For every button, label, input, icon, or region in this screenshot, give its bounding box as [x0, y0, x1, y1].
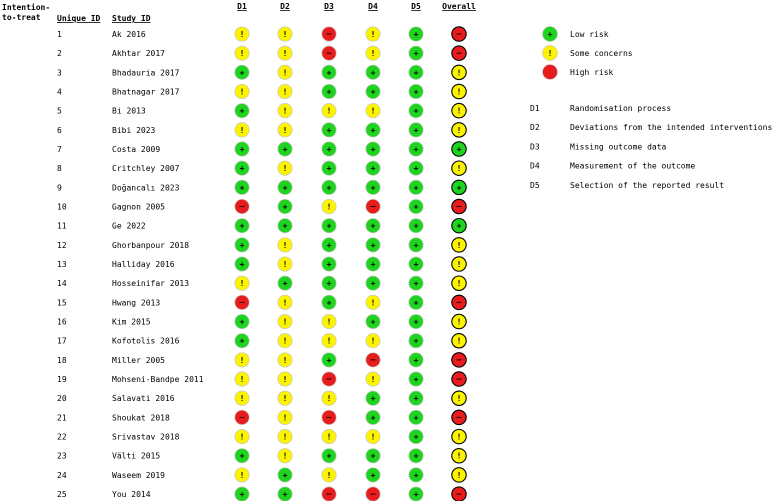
row-unique-id: 9	[57, 183, 62, 193]
judgement-overall-symbol: !	[456, 87, 462, 97]
judgement-d1-symbol: +	[239, 164, 245, 174]
domain-code-d2: D2	[530, 123, 540, 133]
row-study-id: Salavati 2016	[112, 394, 175, 404]
judgement-d1-symbol: !	[239, 87, 245, 97]
judgement-overall-symbol: !	[456, 432, 462, 442]
row-study-id: Srivastav 2018	[112, 432, 180, 442]
judgement-d1-symbol: +	[239, 451, 245, 461]
judgement-d3-symbol: !	[326, 106, 332, 116]
judgement-d1-symbol: +	[239, 260, 245, 270]
judgement-d1-symbol: +	[239, 336, 245, 346]
judgement-d4-symbol: !	[370, 432, 376, 442]
judgement-d1-symbol: +	[239, 240, 245, 250]
judgement-d4-symbol: +	[370, 413, 376, 423]
judgement-overall-symbol: !	[456, 164, 462, 174]
legend-high-label: High risk	[570, 68, 614, 77]
judgement-d4-symbol: !	[370, 30, 376, 39]
judgement-d3-symbol: !	[326, 317, 332, 327]
judgement-d5-symbol: +	[413, 336, 419, 346]
row-unique-id: 14	[57, 279, 67, 289]
judgement-d3-symbol: !	[326, 394, 332, 404]
row-unique-id: 15	[57, 298, 67, 308]
row-study-id: Doğancalı 2023	[112, 183, 180, 193]
legend-some-symbol: !	[547, 49, 553, 58]
judgement-d4-symbol: !	[370, 49, 376, 59]
judgement-d5-symbol: +	[413, 202, 419, 212]
judgement-d5-symbol: +	[413, 183, 419, 193]
row-study-id: Critchley 2007	[112, 164, 180, 174]
row-unique-id: 3	[57, 68, 62, 78]
judgement-d1-symbol: !	[239, 432, 245, 442]
legend-low-symbol: +	[547, 30, 553, 39]
judgement-d3-symbol: +	[326, 260, 332, 270]
judgement-d5-symbol: +	[413, 240, 419, 250]
judgement-overall-symbol: !	[456, 240, 462, 250]
judgement-d5-symbol: +	[413, 470, 419, 480]
judgement-d1-symbol: !	[239, 279, 245, 289]
row-study-id: Miller 2005	[112, 355, 165, 365]
judgement-d1-symbol: !	[239, 355, 245, 365]
judgement-d4-symbol: +	[370, 164, 376, 174]
judgement-d1-symbol: +	[239, 490, 245, 500]
judgement-d2-symbol: +	[282, 470, 288, 480]
judgement-d4-symbol: +	[370, 394, 376, 404]
judgement-d5-symbol: +	[413, 317, 419, 327]
judgement-d1-symbol: +	[239, 317, 245, 327]
row-unique-id: 1	[57, 30, 62, 39]
row-study-id: Bibi 2023	[112, 125, 156, 135]
judgement-overall-symbol: !	[456, 470, 462, 480]
legend-some-label: Some concerns	[570, 49, 633, 58]
judgement-d4-symbol: !	[370, 298, 376, 308]
judgement-d5-symbol: +	[413, 490, 419, 500]
row-unique-id: 19	[57, 375, 67, 385]
judgement-d4-symbol: +	[370, 221, 376, 231]
judgement-overall-symbol: !	[456, 260, 462, 270]
row-unique-id: 23	[57, 451, 67, 461]
judgement-d1-symbol: +	[239, 221, 245, 231]
row-study-id: Mohseni-Bandpe 2011	[112, 375, 204, 385]
judgement-d2-symbol: !	[282, 30, 288, 39]
header-study-id: Study ID	[112, 14, 151, 23]
judgement-overall-symbol: !	[456, 336, 462, 346]
row-study-id: Kim 2015	[112, 317, 151, 327]
judgement-d4-symbol: +	[370, 451, 376, 461]
domain-code-d3: D3	[530, 142, 540, 152]
judgement-d5-symbol: +	[413, 355, 419, 365]
judgement-d2-symbol: !	[282, 413, 288, 423]
row-study-id: Gagnon 2005	[112, 202, 165, 212]
judgement-d3-symbol: +	[326, 221, 332, 231]
judgement-d3-symbol: +	[326, 451, 332, 461]
row-study-id: Bi 2013	[112, 106, 146, 116]
judgement-d1-symbol: !	[239, 49, 245, 59]
row-study-id: Ak 2016	[112, 30, 146, 39]
row-unique-id: 18	[57, 355, 67, 365]
judgement-d4-symbol: !	[370, 106, 376, 116]
judgement-d4-symbol: +	[370, 279, 376, 289]
judgement-d1-symbol: +	[239, 106, 245, 116]
row-study-id: Halliday 2016	[112, 260, 175, 270]
group-label: to-treat	[2, 13, 41, 22]
judgement-d2-symbol: +	[282, 145, 288, 155]
judgement-d5-symbol: +	[413, 164, 419, 174]
row-unique-id: 6	[57, 125, 62, 135]
row-unique-id: 11	[57, 221, 67, 231]
judgement-d5-symbol: +	[413, 68, 419, 78]
header-unique-id: Unique ID	[57, 14, 101, 23]
judgement-d4-symbol: +	[370, 87, 376, 97]
judgement-d2-symbol: !	[282, 394, 288, 404]
judgement-d2-symbol: !	[282, 125, 288, 135]
judgement-d3-symbol: +	[326, 183, 332, 193]
row-study-id: Hosseinifar 2013	[112, 279, 190, 289]
judgement-d5-symbol: +	[413, 30, 419, 39]
judgement-d1-symbol: !	[239, 470, 245, 480]
judgement-d5-symbol: +	[413, 260, 419, 270]
judgement-d5-symbol: +	[413, 432, 419, 442]
legend-low-label: Low risk	[570, 30, 609, 39]
judgement-overall-symbol: +	[456, 145, 462, 155]
judgement-d3-symbol: +	[326, 125, 332, 135]
judgement-d3-symbol: !	[326, 470, 332, 480]
judgement-d2-symbol: +	[282, 221, 288, 231]
judgement-d3-symbol: !	[326, 432, 332, 442]
judgement-d5-symbol: +	[413, 451, 419, 461]
domain-code-d4: D4	[530, 161, 540, 171]
judgement-d5-symbol: +	[413, 221, 419, 231]
row-unique-id: 25	[57, 490, 67, 500]
judgement-overall-symbol: !	[456, 279, 462, 289]
row-unique-id: 7	[57, 145, 62, 155]
row-study-id: Bhadauria 2017	[112, 68, 180, 78]
row-unique-id: 17	[57, 336, 67, 346]
judgement-d2-symbol: +	[282, 183, 288, 193]
row-study-id: You 2014	[112, 490, 151, 500]
row-unique-id: 2	[57, 49, 62, 59]
judgement-d3-symbol: +	[326, 298, 332, 308]
judgement-d4-symbol: +	[370, 470, 376, 480]
judgement-d4-symbol: +	[370, 240, 376, 250]
judgement-d1-symbol: +	[239, 183, 245, 193]
row-unique-id: 13	[57, 260, 67, 270]
judgement-d1-symbol: +	[239, 145, 245, 155]
judgement-overall-symbol: +	[456, 221, 462, 231]
judgement-d3-symbol: +	[326, 240, 332, 250]
header-domain-d2: D2	[280, 2, 290, 11]
row-study-id: Waseem 2019	[112, 470, 165, 480]
row-study-id: Ghorbanpour 2018	[112, 240, 190, 250]
judgement-d1-symbol: !	[239, 394, 245, 404]
judgement-d3-symbol: +	[326, 145, 332, 155]
judgement-d1-symbol: +	[239, 68, 245, 78]
judgement-d2-symbol: !	[282, 375, 288, 385]
header-domain-d5: D5	[411, 2, 421, 11]
row-study-id: Akhtar 2017	[112, 49, 165, 59]
judgement-d3-symbol: +	[326, 279, 332, 289]
judgement-d4-symbol: !	[370, 336, 376, 346]
judgement-overall-symbol: !	[456, 68, 462, 78]
row-unique-id: 21	[57, 413, 67, 423]
row-study-id: Kofotolis 2016	[112, 336, 180, 346]
judgement-d2-symbol: !	[282, 164, 288, 174]
judgement-d2-symbol: !	[282, 240, 288, 250]
judgement-d4-symbol: +	[370, 145, 376, 155]
judgement-d2-symbol: !	[282, 451, 288, 461]
judgement-d4-symbol: +	[370, 317, 376, 327]
domain-code-d5: D5	[530, 180, 540, 190]
row-unique-id: 20	[57, 394, 67, 404]
judgement-d5-symbol: +	[413, 106, 419, 116]
judgement-d3-symbol: +	[326, 87, 332, 97]
judgement-d5-symbol: +	[413, 413, 419, 423]
judgement-overall-symbol: !	[456, 317, 462, 327]
header-domain-d4: D4	[368, 2, 378, 11]
domain-description-d2: Deviations from the intended interventions	[570, 123, 773, 133]
judgement-overall-symbol: +	[456, 183, 462, 193]
judgement-d5-symbol: +	[413, 394, 419, 404]
judgement-d2-symbol: !	[282, 317, 288, 327]
legend-high-marker	[543, 65, 558, 80]
judgement-d3-symbol: !	[326, 336, 332, 346]
judgement-d1-symbol: !	[239, 375, 245, 385]
judgement-d2-symbol: !	[282, 336, 288, 346]
row-study-id: Ge 2022	[112, 221, 146, 231]
domain-description-d5: Selection of the reported result	[570, 180, 725, 190]
judgement-d5-symbol: +	[413, 298, 419, 308]
judgement-d3-symbol: +	[326, 355, 332, 365]
row-unique-id: 10	[57, 202, 67, 212]
judgement-d2-symbol: !	[282, 68, 288, 78]
judgement-d5-symbol: +	[413, 49, 419, 59]
judgement-d2-symbol: !	[282, 298, 288, 308]
row-unique-id: 24	[57, 470, 67, 480]
judgement-overall-symbol: !	[456, 125, 462, 135]
domain-description-d1: Randomisation process	[570, 104, 672, 113]
row-study-id: Hwang 2013	[112, 298, 161, 308]
judgement-d2-symbol: !	[282, 260, 288, 270]
judgement-d2-symbol: !	[282, 106, 288, 116]
judgement-d2-symbol: +	[282, 279, 288, 289]
header-domain-d1: D1	[237, 2, 247, 11]
judgement-d4-symbol: +	[370, 260, 376, 270]
row-study-id: Bhatnagar 2017	[112, 87, 180, 97]
judgement-d4-symbol: +	[370, 125, 376, 135]
judgement-d5-symbol: +	[413, 87, 419, 97]
judgement-d2-symbol: +	[282, 202, 288, 212]
row-unique-id: 16	[57, 317, 67, 327]
judgement-d5-symbol: +	[413, 375, 419, 385]
row-study-id: Välti 2015	[112, 451, 161, 461]
row-unique-id: 8	[57, 164, 62, 174]
judgement-d2-symbol: !	[282, 355, 288, 365]
judgement-d2-symbol: !	[282, 87, 288, 97]
judgement-d2-symbol: +	[282, 490, 288, 500]
row-unique-id: 5	[57, 106, 62, 116]
judgement-d4-symbol: !	[370, 375, 376, 385]
group-label: Intention-	[2, 3, 51, 12]
domain-code-d1: D1	[530, 104, 540, 113]
row-study-id: Shoukat 2018	[112, 413, 170, 423]
judgement-d5-symbol: +	[413, 145, 419, 155]
judgement-d5-symbol: +	[413, 125, 419, 135]
judgement-d3-symbol: +	[326, 68, 332, 78]
judgement-d2-symbol: !	[282, 49, 288, 59]
judgement-overall-symbol: !	[456, 394, 462, 404]
judgement-d3-symbol: !	[326, 202, 332, 212]
judgement-d5-symbol: +	[413, 279, 419, 289]
judgement-d4-symbol: +	[370, 68, 376, 78]
judgement-d4-symbol: +	[370, 183, 376, 193]
judgement-overall-symbol: !	[456, 106, 462, 116]
judgement-d2-symbol: !	[282, 432, 288, 442]
row-study-id: Costa 2009	[112, 145, 161, 155]
domain-description-d3: Missing outcome data	[570, 142, 667, 152]
judgement-d1-symbol: !	[239, 125, 245, 135]
row-unique-id: 12	[57, 240, 67, 250]
judgement-overall-symbol: !	[456, 451, 462, 461]
row-unique-id: 22	[57, 432, 67, 442]
row-unique-id: 4	[57, 87, 62, 97]
domain-description-d4: Measurement of the outcome	[570, 161, 696, 171]
header-overall: Overall	[442, 2, 476, 11]
judgement-d3-symbol: +	[326, 164, 332, 174]
judgement-d1-symbol: !	[239, 30, 245, 39]
header-domain-d3: D3	[324, 2, 334, 11]
